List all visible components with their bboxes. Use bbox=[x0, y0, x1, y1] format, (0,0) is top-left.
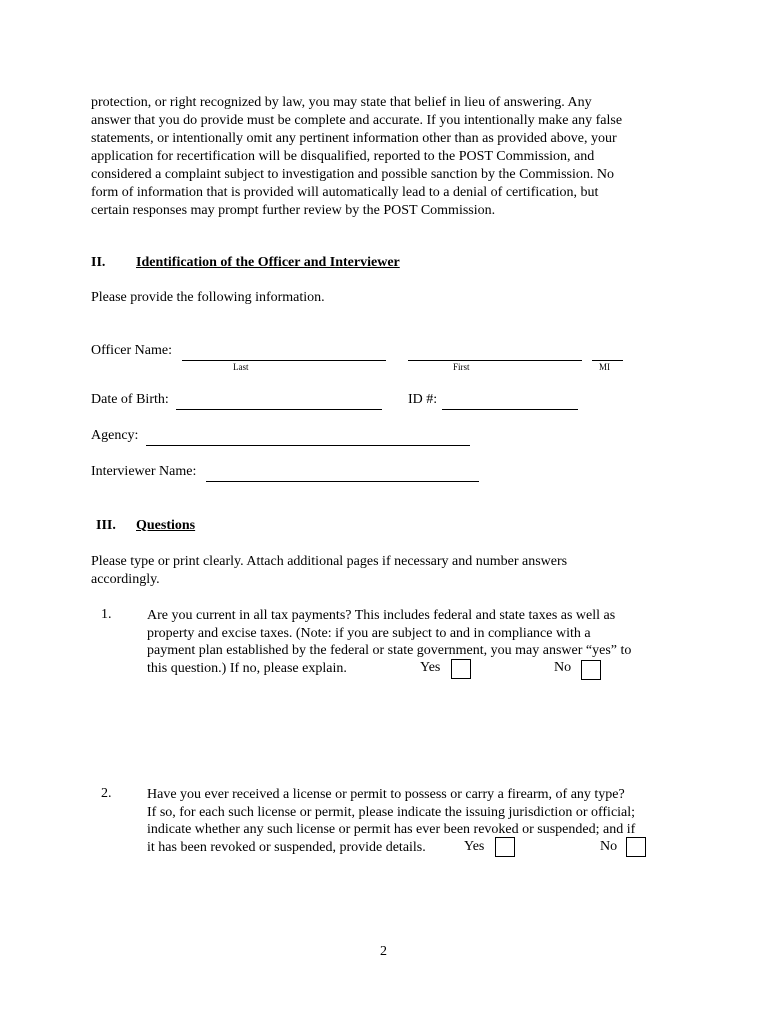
intro-line: answer that you do provide must be complete and accurate. If you intentionally make any false bbox=[91, 113, 623, 128]
id-label: ID #: bbox=[408, 392, 438, 407]
officer-mi-field[interactable] bbox=[592, 360, 623, 361]
section-2-number: II. bbox=[91, 255, 106, 270]
intro-line: statements, or intentionally omit any pertinent information other than as provided above, your bbox=[91, 131, 617, 146]
intro-line: certain responses may prompt further review by the POST Commission. bbox=[91, 203, 496, 218]
interviewer-name-label: Interviewer Name: bbox=[91, 464, 197, 479]
id-field[interactable] bbox=[442, 409, 578, 410]
question-line: Have you ever received a license or permit to possess or carry a firearm, of any type? bbox=[147, 787, 625, 802]
last-name-caption: Last bbox=[233, 362, 249, 372]
question-line: Are you current in all tax payments? This includes federal and state taxes as well as bbox=[147, 608, 616, 623]
section-3-number: III. bbox=[96, 518, 116, 533]
officer-first-name-field[interactable] bbox=[408, 360, 582, 361]
instruction-line: accordingly. bbox=[91, 572, 160, 587]
officer-last-name-field[interactable] bbox=[182, 360, 386, 361]
question-2-no-label: No bbox=[600, 839, 618, 854]
intro-line: application for recertification will be disqualified, reported to the POST Commission, and bbox=[91, 149, 595, 164]
page-number: 2 bbox=[380, 944, 387, 959]
agency-field[interactable] bbox=[146, 445, 470, 446]
question-2-yes-label: Yes bbox=[464, 839, 485, 854]
officer-name-label: Officer Name: bbox=[91, 343, 172, 358]
section-2-title: Identification of the Officer and Interviewer bbox=[136, 255, 400, 270]
question-line: this question.) If no, please explain. bbox=[147, 661, 347, 677]
interviewer-name-field[interactable] bbox=[206, 481, 479, 482]
question-1-no-checkbox[interactable] bbox=[581, 660, 601, 680]
dob-label: Date of Birth: bbox=[91, 392, 169, 407]
question-line: indicate whether any such license or permit has ever been revoked or suspended; and if bbox=[147, 822, 636, 838]
mi-caption: MI bbox=[599, 362, 610, 372]
intro-paragraph bbox=[91, 94, 622, 220]
intro-line: considered a complaint subject to investigation and possible sanction by the Commission. No bbox=[91, 167, 614, 182]
intro-line: protection, or right recognized by law, you may state that belief in lieu of answering. Any bbox=[91, 95, 592, 110]
question-line: If so, for each such license or permit, please indicate the issuing jurisdiction or official; bbox=[147, 804, 636, 820]
first-name-caption: First bbox=[453, 362, 470, 372]
question-1-yes-label: Yes bbox=[420, 660, 441, 675]
question-1-number: 1. bbox=[101, 607, 112, 622]
question-2-number: 2. bbox=[101, 786, 112, 801]
section-2-instruction: Please provide the following information. bbox=[91, 290, 325, 305]
instruction-line: Please type or print clearly. Attach additional pages if necessary and number answers bbox=[91, 554, 568, 569]
question-line: property and excise taxes. (Note: if you are subject to and in compliance with a bbox=[147, 625, 591, 641]
section-3-title: Questions bbox=[136, 518, 196, 533]
agency-label: Agency: bbox=[91, 428, 139, 443]
dob-field[interactable] bbox=[176, 409, 382, 410]
question-1-yes-checkbox[interactable] bbox=[451, 659, 471, 679]
question-2-no-checkbox[interactable] bbox=[626, 837, 646, 857]
question-1-no-label: No bbox=[554, 660, 572, 675]
intro-line: form of information that is provided will automatically lead to a denial of certification, but bbox=[91, 185, 599, 200]
question-2-yes-checkbox[interactable] bbox=[495, 837, 515, 857]
question-2-text bbox=[147, 786, 635, 857]
question-line: payment plan established by the federal or state government, you may answer “yes” to bbox=[147, 643, 632, 659]
section-3-instruction bbox=[91, 553, 567, 589]
question-line: it has been revoked or suspended, provide details. bbox=[147, 840, 426, 856]
